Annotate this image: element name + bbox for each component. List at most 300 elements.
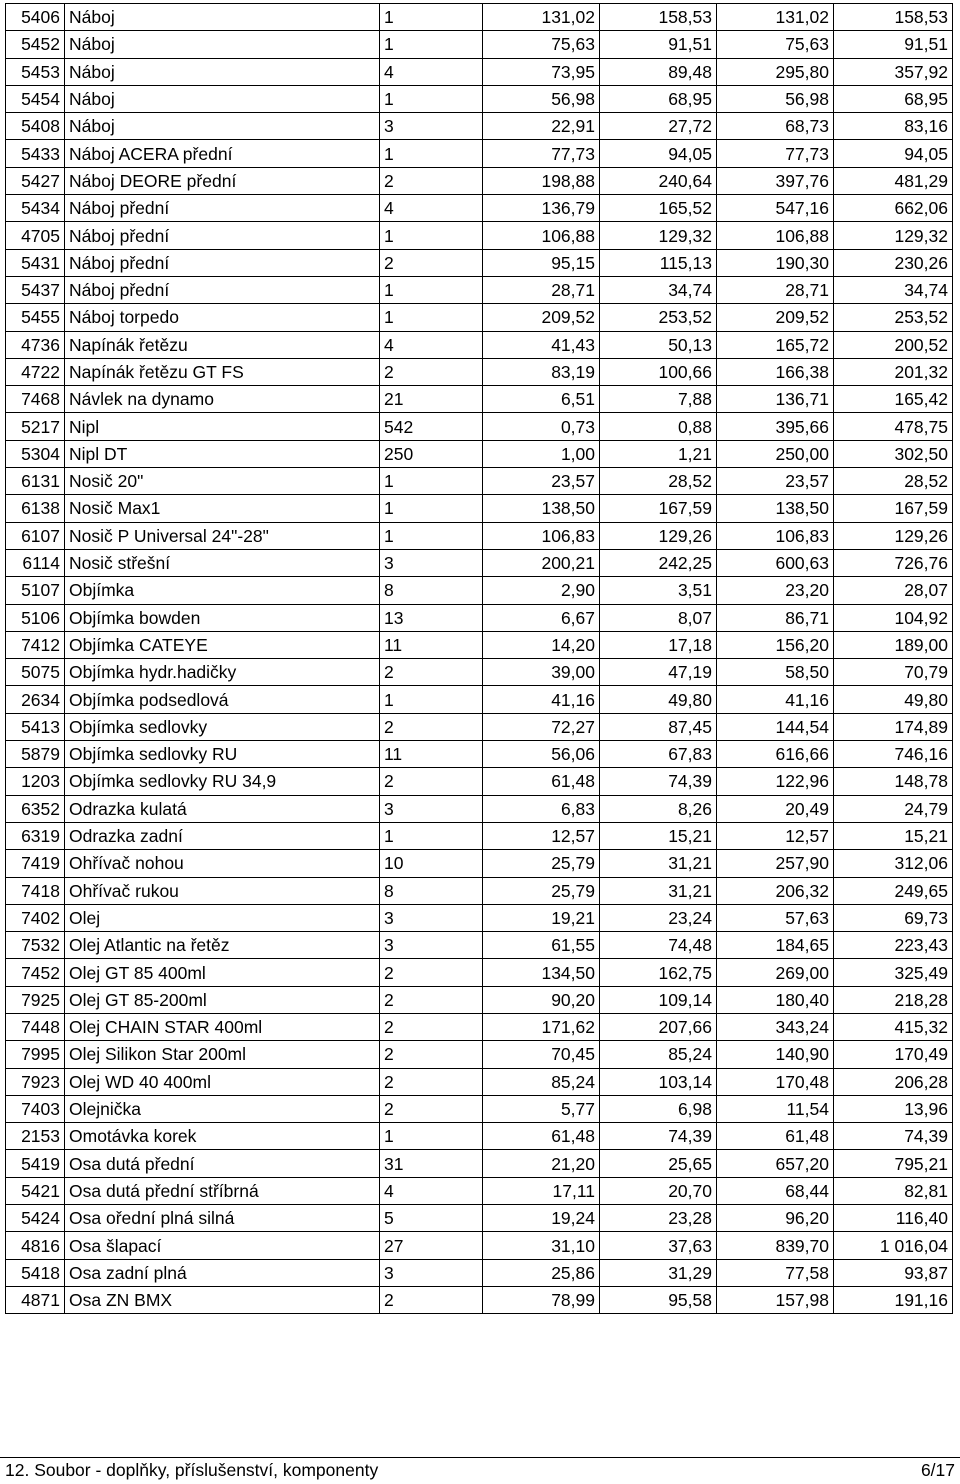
item-code: 5419 (6, 1150, 65, 1177)
item-code: 5424 (6, 1205, 65, 1232)
unit-price: 28,71 (483, 276, 600, 303)
unit-price-vat: 85,24 (600, 1041, 717, 1068)
table-row (6, 1259, 953, 1286)
total-price: 61,48 (717, 1123, 834, 1150)
unit-price: 61,55 (483, 932, 600, 959)
unit-price-vat: 31,21 (600, 850, 717, 877)
table-row (6, 877, 953, 904)
unit-price-vat: 37,63 (600, 1232, 717, 1259)
table-row (6, 167, 953, 194)
unit-price: 19,21 (483, 904, 600, 931)
total-price-vat: 200,52 (834, 331, 953, 358)
table-row (6, 822, 953, 849)
total-price-vat: 357,92 (834, 58, 953, 85)
unit-price-vat: 15,21 (600, 822, 717, 849)
item-name: Odrazka kulatá (65, 795, 380, 822)
item-quantity: 1 (380, 4, 483, 31)
unit-price-vat: 27,72 (600, 113, 717, 140)
total-price-vat: 24,79 (834, 795, 953, 822)
total-price: 138,50 (717, 495, 834, 522)
unit-price: 136,79 (483, 195, 600, 222)
total-price-vat: 167,59 (834, 495, 953, 522)
unit-price-vat: 68,95 (600, 85, 717, 112)
item-quantity: 13 (380, 604, 483, 631)
item-code: 7468 (6, 386, 65, 413)
unit-price: 19,24 (483, 1205, 600, 1232)
table-row (6, 1041, 953, 1068)
total-price: 657,20 (717, 1150, 834, 1177)
unit-price: 56,98 (483, 85, 600, 112)
item-name: Objímka hydr.hadičky (65, 659, 380, 686)
item-code: 2153 (6, 1123, 65, 1150)
total-price: 56,98 (717, 85, 834, 112)
item-code: 7419 (6, 850, 65, 877)
item-quantity: 31 (380, 1150, 483, 1177)
unit-price: 131,02 (483, 4, 600, 31)
total-price-vat: 68,95 (834, 85, 953, 112)
item-code: 7418 (6, 877, 65, 904)
total-price-vat: 91,51 (834, 31, 953, 58)
item-code: 5217 (6, 413, 65, 440)
item-quantity: 1 (380, 1123, 483, 1150)
unit-price: 209,52 (483, 304, 600, 331)
item-quantity: 3 (380, 113, 483, 140)
item-quantity: 2 (380, 659, 483, 686)
unit-price-vat: 8,26 (600, 795, 717, 822)
item-code: 7448 (6, 1013, 65, 1040)
item-quantity: 1 (380, 140, 483, 167)
unit-price-vat: 158,53 (600, 4, 717, 31)
item-name: Olej GT 85-200ml (65, 986, 380, 1013)
item-name: Osa dutá přední (65, 1150, 380, 1177)
item-quantity: 1 (380, 276, 483, 303)
total-price: 68,44 (717, 1177, 834, 1204)
unit-price: 198,88 (483, 167, 600, 194)
item-quantity: 2 (380, 986, 483, 1013)
unit-price-vat: 109,14 (600, 986, 717, 1013)
item-code: 4816 (6, 1232, 65, 1259)
unit-price: 138,50 (483, 495, 600, 522)
item-code: 7532 (6, 932, 65, 959)
unit-price: 70,45 (483, 1041, 600, 1068)
table-row (6, 549, 953, 576)
item-code: 5879 (6, 741, 65, 768)
item-name: Nosič Max1 (65, 495, 380, 522)
unit-price-vat: 129,26 (600, 522, 717, 549)
table-row (6, 222, 953, 249)
total-price: 397,76 (717, 167, 834, 194)
total-price-vat: 49,80 (834, 686, 953, 713)
table-row (6, 795, 953, 822)
total-price: 144,54 (717, 713, 834, 740)
item-name: Osa ořední plná silná (65, 1205, 380, 1232)
total-price-vat: 70,79 (834, 659, 953, 686)
total-price: 68,73 (717, 113, 834, 140)
unit-price: 200,21 (483, 549, 600, 576)
table-row (6, 331, 953, 358)
table-row (6, 4, 953, 31)
item-quantity: 1 (380, 468, 483, 495)
unit-price-vat: 242,25 (600, 549, 717, 576)
item-code: 5431 (6, 249, 65, 276)
unit-price: 61,48 (483, 1123, 600, 1150)
table-row (6, 1150, 953, 1177)
unit-price-vat: 8,07 (600, 604, 717, 631)
item-quantity: 542 (380, 413, 483, 440)
item-name: Objímka bowden (65, 604, 380, 631)
item-code: 7923 (6, 1068, 65, 1095)
unit-price-vat: 240,64 (600, 167, 717, 194)
total-price: 395,66 (717, 413, 834, 440)
item-code: 5106 (6, 604, 65, 631)
item-quantity: 3 (380, 1259, 483, 1286)
item-code: 5075 (6, 659, 65, 686)
item-name: Olej Atlantic na řetěz (65, 932, 380, 959)
unit-price: 90,20 (483, 986, 600, 1013)
item-code: 4722 (6, 358, 65, 385)
unit-price: 21,20 (483, 1150, 600, 1177)
unit-price-vat: 23,28 (600, 1205, 717, 1232)
unit-price: 75,63 (483, 31, 600, 58)
item-code: 2634 (6, 686, 65, 713)
unit-price: 39,00 (483, 659, 600, 686)
total-price-vat: 481,29 (834, 167, 953, 194)
total-price: 75,63 (717, 31, 834, 58)
item-name: Objímka sedlovky RU (65, 741, 380, 768)
total-price: 343,24 (717, 1013, 834, 1040)
item-quantity: 3 (380, 932, 483, 959)
total-price-vat: 15,21 (834, 822, 953, 849)
unit-price: 106,88 (483, 222, 600, 249)
unit-price-vat: 74,48 (600, 932, 717, 959)
item-quantity: 1 (380, 495, 483, 522)
table-row (6, 577, 953, 604)
unit-price-vat: 50,13 (600, 331, 717, 358)
unit-price-vat: 162,75 (600, 959, 717, 986)
item-quantity: 2 (380, 959, 483, 986)
total-price-vat: 104,92 (834, 604, 953, 631)
unit-price: 1,00 (483, 440, 600, 467)
table-row (6, 1095, 953, 1122)
unit-price-vat: 129,32 (600, 222, 717, 249)
item-quantity: 2 (380, 713, 483, 740)
total-price-vat: 170,49 (834, 1041, 953, 1068)
item-code: 5427 (6, 167, 65, 194)
item-code: 7403 (6, 1095, 65, 1122)
unit-price: 12,57 (483, 822, 600, 849)
item-name: Olej GT 85 400ml (65, 959, 380, 986)
item-name: Objímka sedlovky (65, 713, 380, 740)
item-name: Návlek na dynamo (65, 386, 380, 413)
item-code: 4705 (6, 222, 65, 249)
table-row (6, 85, 953, 112)
unit-price: 95,15 (483, 249, 600, 276)
unit-price: 78,99 (483, 1286, 600, 1313)
total-price-vat: 312,06 (834, 850, 953, 877)
item-quantity: 2 (380, 1041, 483, 1068)
total-price-vat: 74,39 (834, 1123, 953, 1150)
unit-price-vat: 74,39 (600, 768, 717, 795)
item-code: 5418 (6, 1259, 65, 1286)
item-name: Objímka sedlovky RU 34,9 (65, 768, 380, 795)
item-quantity: 4 (380, 195, 483, 222)
unit-price: 61,48 (483, 768, 600, 795)
total-price-vat: 201,32 (834, 358, 953, 385)
item-quantity: 2 (380, 768, 483, 795)
item-code: 6138 (6, 495, 65, 522)
item-name: Osa ZN BMX (65, 1286, 380, 1313)
total-price-vat: 158,53 (834, 4, 953, 31)
table-row (6, 413, 953, 440)
item-name: Olej Silikon Star 200ml (65, 1041, 380, 1068)
item-code: 5413 (6, 713, 65, 740)
item-quantity: 2 (380, 167, 483, 194)
item-code: 5454 (6, 85, 65, 112)
total-price: 165,72 (717, 331, 834, 358)
total-price-vat: 13,96 (834, 1095, 953, 1122)
total-price: 131,02 (717, 4, 834, 31)
unit-price: 83,19 (483, 358, 600, 385)
item-name: Omotávka korek (65, 1123, 380, 1150)
table-row (6, 904, 953, 931)
table-row (6, 1013, 953, 1040)
total-price-vat: 129,32 (834, 222, 953, 249)
item-name: Nosič P Universal 24"-28" (65, 522, 380, 549)
total-price-vat: 415,32 (834, 1013, 953, 1040)
item-quantity: 1 (380, 822, 483, 849)
total-price: 616,66 (717, 741, 834, 768)
total-price: 23,57 (717, 468, 834, 495)
total-price-vat: 223,43 (834, 932, 953, 959)
item-name: Olej CHAIN STAR 400ml (65, 1013, 380, 1040)
total-price-vat: 230,26 (834, 249, 953, 276)
total-price: 257,90 (717, 850, 834, 877)
total-price-vat: 129,26 (834, 522, 953, 549)
unit-price-vat: 95,58 (600, 1286, 717, 1313)
item-code: 5408 (6, 113, 65, 140)
unit-price: 25,79 (483, 850, 600, 877)
total-price-vat: 218,28 (834, 986, 953, 1013)
item-name: Náboj (65, 4, 380, 31)
item-quantity: 3 (380, 904, 483, 931)
unit-price-vat: 100,66 (600, 358, 717, 385)
unit-price: 0,73 (483, 413, 600, 440)
unit-price: 6,67 (483, 604, 600, 631)
total-price: 11,54 (717, 1095, 834, 1122)
total-price-vat: 726,76 (834, 549, 953, 576)
total-price-vat: 82,81 (834, 1177, 953, 1204)
table-row (6, 522, 953, 549)
unit-price-vat: 49,80 (600, 686, 717, 713)
item-name: Nipl DT (65, 440, 380, 467)
unit-price: 22,91 (483, 113, 600, 140)
page-number: 6/17 (920, 1460, 955, 1480)
total-price: 96,20 (717, 1205, 834, 1232)
total-price: 122,96 (717, 768, 834, 795)
table-row (6, 468, 953, 495)
item-quantity: 3 (380, 795, 483, 822)
unit-price-vat: 31,29 (600, 1259, 717, 1286)
item-quantity: 27 (380, 1232, 483, 1259)
item-quantity: 2 (380, 249, 483, 276)
table-row (6, 1068, 953, 1095)
unit-price-vat: 0,88 (600, 413, 717, 440)
total-price: 156,20 (717, 631, 834, 658)
item-code: 7402 (6, 904, 65, 931)
total-price: 140,90 (717, 1041, 834, 1068)
item-code: 4736 (6, 331, 65, 358)
total-price-vat: 116,40 (834, 1205, 953, 1232)
item-name: Náboj přední (65, 276, 380, 303)
total-price: 295,80 (717, 58, 834, 85)
total-price-vat: 746,16 (834, 741, 953, 768)
total-price-vat: 191,16 (834, 1286, 953, 1313)
total-price-vat: 302,50 (834, 440, 953, 467)
item-name: Ohřívač nohou (65, 850, 380, 877)
unit-price-vat: 23,24 (600, 904, 717, 931)
item-name: Náboj přední (65, 195, 380, 222)
item-name: Objímka CATEYE (65, 631, 380, 658)
unit-price-vat: 165,52 (600, 195, 717, 222)
total-price-vat: 478,75 (834, 413, 953, 440)
item-quantity: 11 (380, 631, 483, 658)
total-price-vat: 83,16 (834, 113, 953, 140)
table-row (6, 713, 953, 740)
total-price-vat: 165,42 (834, 386, 953, 413)
total-price: 20,49 (717, 795, 834, 822)
unit-price: 6,51 (483, 386, 600, 413)
total-price: 12,57 (717, 822, 834, 849)
item-code: 5455 (6, 304, 65, 331)
unit-price-vat: 34,74 (600, 276, 717, 303)
total-price: 57,63 (717, 904, 834, 931)
footer-title: 12. Soubor - doplňky, příslušenství, komponenty (5, 1460, 379, 1480)
total-price-vat: 206,28 (834, 1068, 953, 1095)
table-row (6, 304, 953, 331)
unit-price: 77,73 (483, 140, 600, 167)
unit-price-vat: 3,51 (600, 577, 717, 604)
table-row (6, 113, 953, 140)
table-row (6, 58, 953, 85)
item-code: 5107 (6, 577, 65, 604)
item-name: Olej WD 40 400ml (65, 1068, 380, 1095)
table-row (6, 358, 953, 385)
total-price-vat: 69,73 (834, 904, 953, 931)
total-price: 184,65 (717, 932, 834, 959)
table-row (6, 140, 953, 167)
total-price: 58,50 (717, 659, 834, 686)
unit-price-vat: 47,19 (600, 659, 717, 686)
unit-price: 85,24 (483, 1068, 600, 1095)
item-code: 5433 (6, 140, 65, 167)
item-code: 5421 (6, 1177, 65, 1204)
item-name: Náboj torpedo (65, 304, 380, 331)
unit-price-vat: 253,52 (600, 304, 717, 331)
total-price-vat: 28,07 (834, 577, 953, 604)
total-price-vat: 189,00 (834, 631, 953, 658)
total-price: 41,16 (717, 686, 834, 713)
inventory-table (5, 3, 953, 1314)
table-row (6, 986, 953, 1013)
unit-price: 6,83 (483, 795, 600, 822)
item-code: 6114 (6, 549, 65, 576)
item-quantity: 10 (380, 850, 483, 877)
unit-price: 5,77 (483, 1095, 600, 1122)
item-quantity: 4 (380, 331, 483, 358)
unit-price-vat: 17,18 (600, 631, 717, 658)
item-code: 1203 (6, 768, 65, 795)
item-name: Náboj přední (65, 249, 380, 276)
total-price: 136,71 (717, 386, 834, 413)
item-name: Náboj (65, 113, 380, 140)
unit-price-vat: 94,05 (600, 140, 717, 167)
total-price-vat: 148,78 (834, 768, 953, 795)
total-price: 77,73 (717, 140, 834, 167)
item-quantity: 2 (380, 1013, 483, 1040)
table-row (6, 440, 953, 467)
page-footer (0, 1457, 960, 1484)
item-name: Objímka (65, 577, 380, 604)
total-price-vat: 662,06 (834, 195, 953, 222)
total-price: 23,20 (717, 577, 834, 604)
item-name: Odrazka zadní (65, 822, 380, 849)
item-quantity: 3 (380, 549, 483, 576)
item-code: 6107 (6, 522, 65, 549)
item-name: Osa zadní plná (65, 1259, 380, 1286)
item-quantity: 2 (380, 358, 483, 385)
unit-price: 56,06 (483, 741, 600, 768)
item-quantity: 1 (380, 522, 483, 549)
total-price: 106,88 (717, 222, 834, 249)
total-price: 600,63 (717, 549, 834, 576)
total-price-vat: 253,52 (834, 304, 953, 331)
table-row (6, 31, 953, 58)
item-code: 5452 (6, 31, 65, 58)
item-name: Náboj DEORE přední (65, 167, 380, 194)
table-row (6, 1177, 953, 1204)
item-quantity: 1 (380, 85, 483, 112)
unit-price: 14,20 (483, 631, 600, 658)
unit-price: 25,86 (483, 1259, 600, 1286)
item-quantity: 2 (380, 1286, 483, 1313)
unit-price-vat: 115,13 (600, 249, 717, 276)
item-name: Náboj (65, 31, 380, 58)
total-price-vat: 93,87 (834, 1259, 953, 1286)
item-name: Napínák řetězu (65, 331, 380, 358)
table-row (6, 276, 953, 303)
item-name: Nosič střešní (65, 549, 380, 576)
unit-price-vat: 103,14 (600, 1068, 717, 1095)
total-price: 547,16 (717, 195, 834, 222)
item-name: Ohřívač rukou (65, 877, 380, 904)
table-row (6, 959, 953, 986)
item-quantity: 1 (380, 222, 483, 249)
total-price: 180,40 (717, 986, 834, 1013)
item-name: Nosič 20" (65, 468, 380, 495)
total-price: 250,00 (717, 440, 834, 467)
table-row (6, 1286, 953, 1313)
unit-price: 17,11 (483, 1177, 600, 1204)
table-row (6, 1123, 953, 1150)
item-quantity: 1 (380, 31, 483, 58)
item-quantity: 4 (380, 58, 483, 85)
unit-price-vat: 91,51 (600, 31, 717, 58)
table-row (6, 604, 953, 631)
item-quantity: 4 (380, 1177, 483, 1204)
item-code: 5437 (6, 276, 65, 303)
item-quantity: 1 (380, 686, 483, 713)
table-row (6, 932, 953, 959)
